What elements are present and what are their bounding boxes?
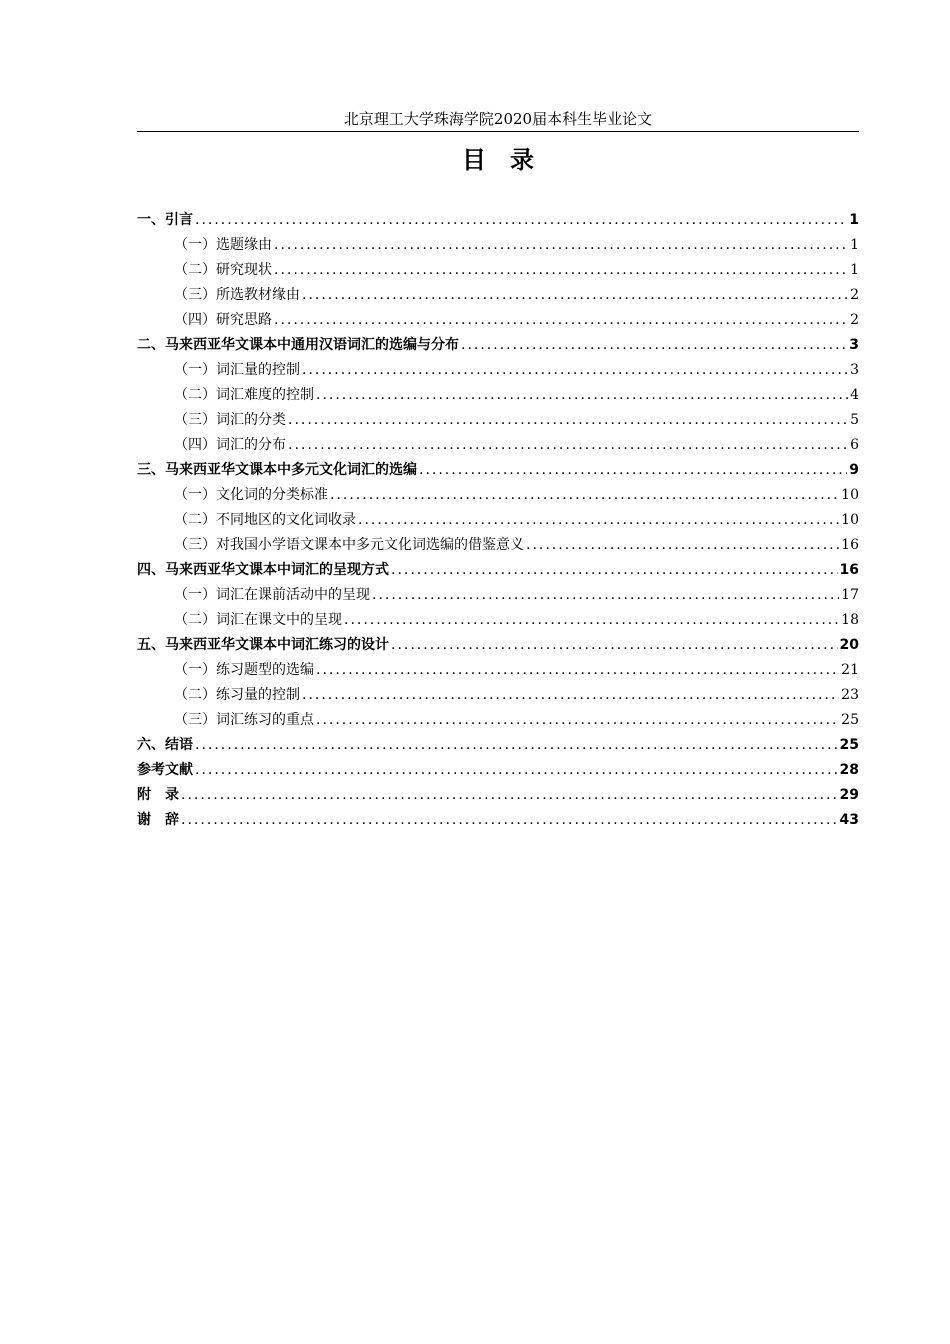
dot-leader <box>195 733 838 758</box>
dot-leader <box>181 783 838 808</box>
dot-leader <box>316 658 839 683</box>
toc-title: 目录 <box>462 146 558 174</box>
toc-entry-text: 参考文献 <box>137 762 193 778</box>
toc-section-entry[interactable] <box>137 308 859 333</box>
dot-leader <box>344 608 839 633</box>
header-rule <box>137 131 859 132</box>
toc-page-number: 16 <box>839 562 859 578</box>
toc-page-number: 2 <box>850 287 859 303</box>
running-header: 北京理工大学珠海学院2020届本科生毕业论文 <box>343 110 653 128</box>
toc-section-entry[interactable] <box>137 233 859 258</box>
toc-section-entry[interactable] <box>137 258 859 283</box>
toc-entry-text: （三）词汇的分类 <box>174 412 286 428</box>
toc-entry-text: 二、马来西亚华文课本中通用汉语词汇的选编与分布 <box>137 337 459 353</box>
toc-page-number: 6 <box>850 437 859 453</box>
toc-list <box>137 208 859 833</box>
toc-page-number: 23 <box>841 687 859 703</box>
toc-section-entry[interactable] <box>137 283 859 308</box>
toc-section-entry[interactable] <box>137 483 859 508</box>
toc-section-entry[interactable] <box>137 508 859 533</box>
toc-entry-text: （四）词汇的分布 <box>174 437 286 453</box>
dot-leader <box>274 233 848 258</box>
toc-page-number: 25 <box>839 737 859 753</box>
toc-entry-text: （一）选题缘由 <box>174 237 272 253</box>
toc-section-entry[interactable] <box>137 358 859 383</box>
dot-leader <box>391 633 838 658</box>
toc-page-number: 4 <box>850 387 859 403</box>
toc-page-number: 10 <box>841 487 859 503</box>
toc-entry-text: （四）研究思路 <box>174 312 272 328</box>
dot-leader <box>288 408 848 433</box>
toc-section-entry[interactable] <box>137 383 859 408</box>
toc-entry-text: 附 录 <box>137 787 179 803</box>
toc-chapter-entry[interactable] <box>137 733 859 758</box>
toc-page-number: 2 <box>850 312 859 328</box>
toc-page-number: 17 <box>841 587 859 603</box>
toc-chapter-entry[interactable] <box>137 458 859 483</box>
toc-page-number: 3 <box>849 337 859 353</box>
toc-entry-text: （一）词汇在课前活动中的呈现 <box>174 587 370 603</box>
toc-chapter-entry[interactable] <box>137 808 859 833</box>
dot-leader <box>419 458 847 483</box>
dot-leader <box>316 383 848 408</box>
toc-page-number: 5 <box>850 412 859 428</box>
dot-leader <box>288 433 848 458</box>
dot-leader <box>358 508 839 533</box>
toc-entry-text: 六、结语 <box>137 737 193 753</box>
toc-entry-text: （二）词汇难度的控制 <box>174 387 314 403</box>
toc-entry-text: （三）词汇练习的重点 <box>174 712 314 728</box>
toc-chapter-entry[interactable] <box>137 783 859 808</box>
toc-page-number: 43 <box>839 812 859 828</box>
toc-section-entry[interactable] <box>137 533 859 558</box>
toc-page-number: 21 <box>841 662 859 678</box>
toc-entry-text: （三）对我国小学语文课本中多元文化词选编的借鉴意义 <box>174 537 524 553</box>
toc-entry-text: （二）词汇在课文中的呈现 <box>174 612 342 628</box>
toc-section-entry[interactable] <box>137 658 859 683</box>
toc-entry-text: （二）研究现状 <box>174 262 272 278</box>
dot-leader <box>316 708 839 733</box>
dot-leader <box>391 558 838 583</box>
toc-page-number: 20 <box>839 637 859 653</box>
dot-leader <box>372 583 839 608</box>
dot-leader <box>526 533 839 558</box>
toc-section-entry[interactable] <box>137 408 859 433</box>
dot-leader <box>302 358 848 383</box>
toc-page-number: 25 <box>841 712 859 728</box>
dot-leader <box>302 283 848 308</box>
toc-entry-text: （二）不同地区的文化词收录 <box>174 512 356 528</box>
toc-chapter-entry[interactable] <box>137 558 859 583</box>
toc-section-entry[interactable] <box>137 583 859 608</box>
toc-entry-text: 四、马来西亚华文课本中词汇的呈现方式 <box>137 562 389 578</box>
toc-chapter-entry[interactable] <box>137 333 859 358</box>
toc-entry-text: （一）词汇量的控制 <box>174 362 300 378</box>
toc-page-number: 29 <box>839 787 859 803</box>
dot-leader <box>330 483 839 508</box>
toc-page-number: 28 <box>839 762 859 778</box>
dot-leader <box>274 258 848 283</box>
toc-page-number: 10 <box>841 512 859 528</box>
toc-entry-text: 谢 辞 <box>137 812 179 828</box>
toc-section-entry[interactable] <box>137 608 859 633</box>
toc-chapter-entry[interactable] <box>137 208 859 233</box>
toc-section-entry[interactable] <box>137 433 859 458</box>
toc-page-number: 16 <box>841 537 859 553</box>
toc-entry-text: 一、引言 <box>137 212 193 228</box>
dot-leader <box>461 333 847 358</box>
dot-leader <box>195 208 847 233</box>
toc-entry-text: （二）练习量的控制 <box>174 687 300 703</box>
dot-leader <box>195 758 838 783</box>
toc-entry-text: 五、马来西亚华文课本中词汇练习的设计 <box>137 637 389 653</box>
toc-page-number: 1 <box>849 212 859 228</box>
toc-page-number: 1 <box>850 262 859 278</box>
dot-leader <box>181 808 838 833</box>
toc-entry-text: （一）练习题型的选编 <box>174 662 314 678</box>
toc-page-number: 18 <box>841 612 859 628</box>
toc-entry-text: （一）文化词的分类标准 <box>174 487 328 503</box>
toc-chapter-entry[interactable] <box>137 758 859 783</box>
dot-leader <box>274 308 848 333</box>
dot-leader <box>302 683 839 708</box>
toc-page-number: 9 <box>849 462 859 478</box>
toc-entry-text: （三）所选教材缘由 <box>174 287 300 303</box>
toc-page-number: 1 <box>850 237 859 253</box>
toc-chapter-entry[interactable] <box>137 633 859 658</box>
toc-page-number: 3 <box>850 362 859 378</box>
toc-entry-text: 三、马来西亚华文课本中多元文化词汇的选编 <box>137 462 417 478</box>
toc-section-entry[interactable] <box>137 683 859 708</box>
toc-section-entry[interactable] <box>137 708 859 733</box>
